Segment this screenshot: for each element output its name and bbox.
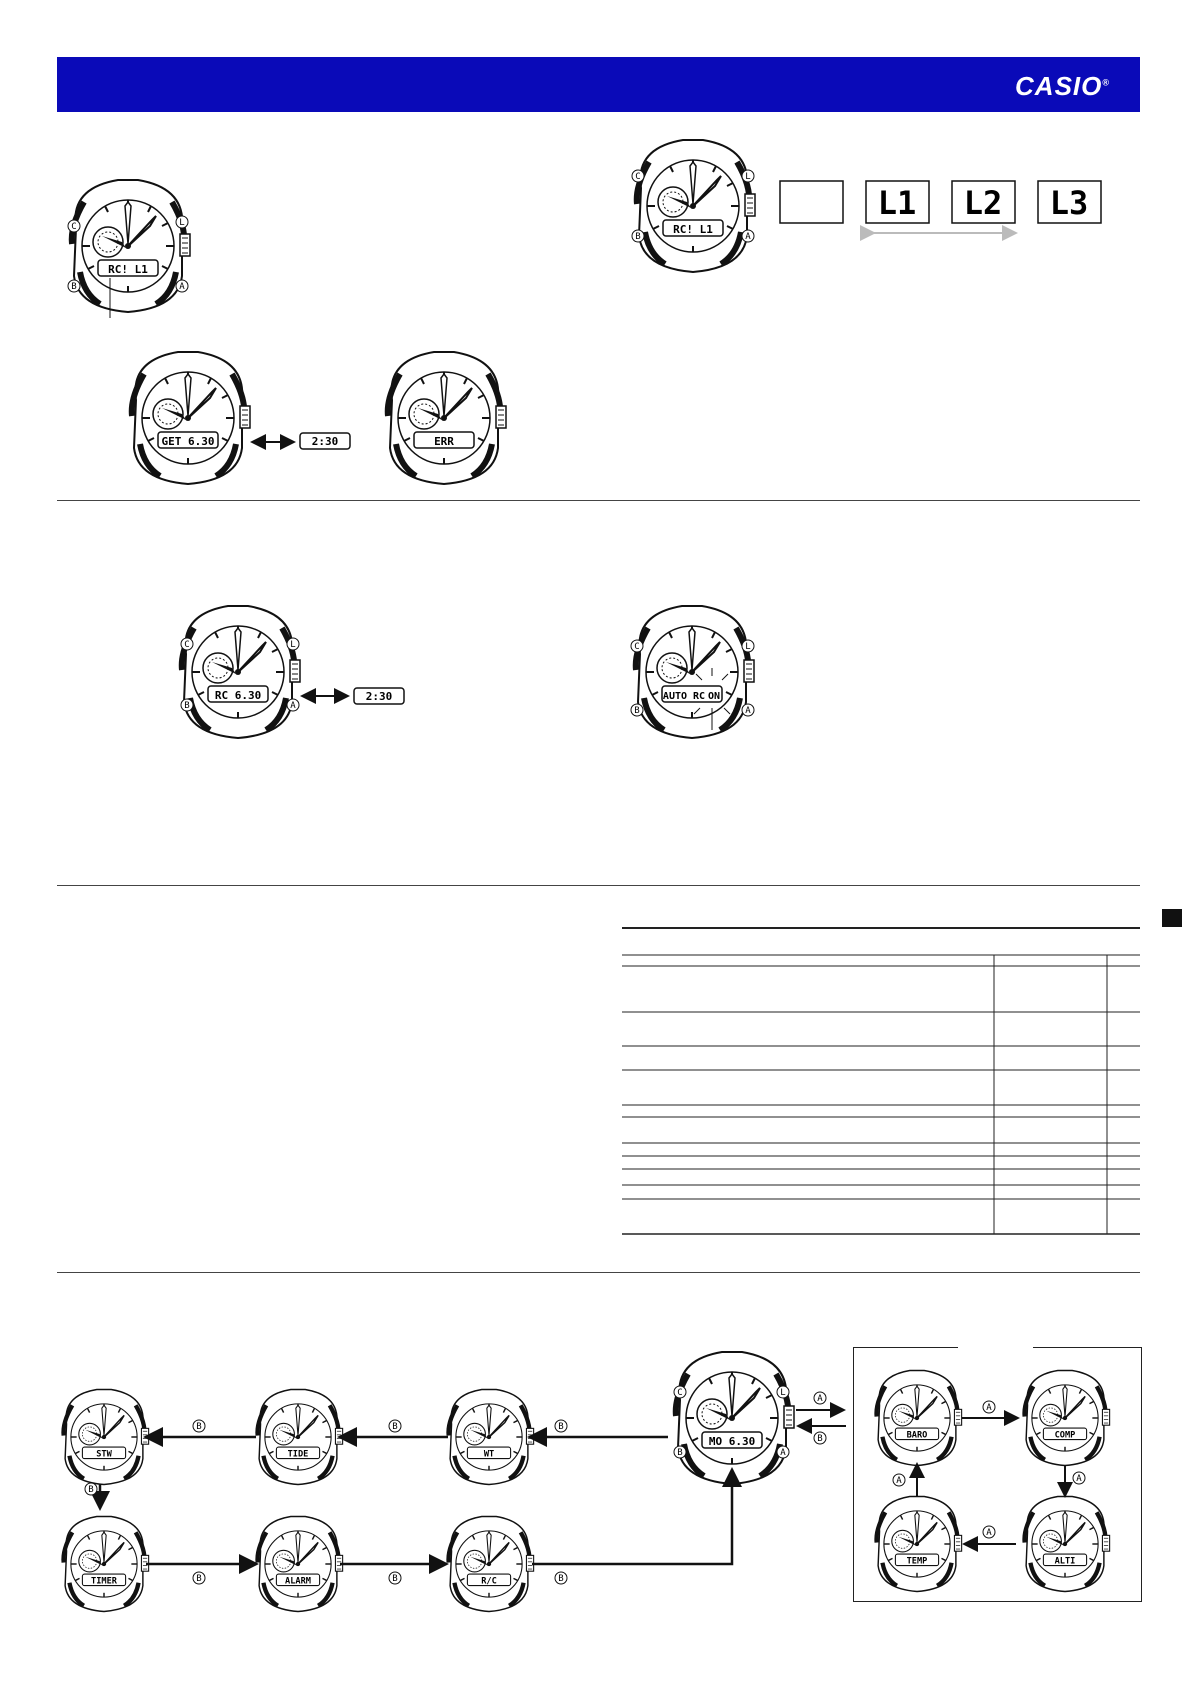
- svg-text:TEMP: TEMP: [906, 1556, 928, 1567]
- svg-text:TIMER: TIMER: [91, 1576, 117, 1587]
- svg-text:ALARM: ALARM: [285, 1576, 311, 1587]
- svg-text:C: C: [184, 640, 190, 650]
- lcd-text: MO 6.30: [708, 1435, 756, 1448]
- level-l3: L3: [1049, 184, 1089, 222]
- lcd-alt-text: 2:30: [365, 690, 393, 703]
- svg-text:B: B: [392, 1574, 398, 1584]
- svg-text:B: B: [184, 701, 190, 711]
- svg-text:WT: WT: [483, 1449, 495, 1460]
- lcd-text: RC! L1: [108, 263, 148, 276]
- svg-text:TIDE: TIDE: [287, 1449, 309, 1460]
- lcd-flash: ON: [707, 691, 721, 702]
- watch-baro: [877, 1370, 962, 1465]
- svg-text:A: A: [780, 1448, 786, 1458]
- svg-text:STW: STW: [96, 1449, 112, 1460]
- lcd-text: AUTO RC: [662, 691, 706, 702]
- lcd-text: GET 6.30: [161, 435, 215, 448]
- svg-text:BARO: BARO: [906, 1430, 928, 1441]
- button-l-icon: L: [179, 218, 185, 228]
- lcd-text: ERR: [434, 435, 454, 448]
- svg-text:B: B: [817, 1434, 823, 1444]
- svg-text:L: L: [745, 642, 751, 652]
- svg-text:A: A: [896, 1476, 902, 1486]
- watch-temp: [877, 1496, 962, 1591]
- svg-text:A: A: [986, 1528, 992, 1538]
- svg-text:ALTI: ALTI: [1054, 1556, 1076, 1567]
- button-b-icon: B: [71, 282, 77, 292]
- svg-text:L: L: [780, 1388, 786, 1398]
- svg-text:B: B: [558, 1574, 564, 1584]
- svg-text:A: A: [1076, 1474, 1082, 1484]
- svg-text:B: B: [634, 706, 640, 716]
- button-a-icon: A: [745, 232, 751, 242]
- svg-text:B: B: [392, 1422, 398, 1432]
- svg-text:C: C: [677, 1388, 683, 1398]
- svg-text:B: B: [677, 1448, 683, 1458]
- svg-text:A: A: [745, 706, 751, 716]
- svg-text:B: B: [196, 1574, 202, 1584]
- lcd-text: RC! L1: [673, 223, 713, 236]
- lcd-text: RC 6.30: [214, 689, 262, 702]
- level-l2: L2: [963, 184, 1003, 222]
- svg-text:B: B: [88, 1485, 94, 1495]
- svg-text:C: C: [634, 642, 640, 652]
- svg-text:B: B: [196, 1422, 202, 1432]
- button-c-icon: C: [71, 222, 77, 232]
- casio-logo: CASIO®: [1015, 71, 1110, 101]
- level-l1: L1: [877, 184, 917, 222]
- svg-text:A: A: [817, 1394, 823, 1404]
- svg-text:A: A: [290, 701, 296, 711]
- svg-text:B: B: [558, 1422, 564, 1432]
- button-l-icon: L: [745, 172, 751, 182]
- watch-alti: [1025, 1496, 1110, 1591]
- svg-text:R/C: R/C: [481, 1576, 497, 1587]
- svg-text:COMP: COMP: [1054, 1430, 1076, 1441]
- watch-comp: [1025, 1370, 1110, 1465]
- button-b-icon: B: [635, 232, 641, 242]
- button-a-icon: A: [179, 282, 185, 292]
- svg-text:A: A: [986, 1403, 992, 1413]
- lcd-alt-text: 2:30: [311, 435, 339, 448]
- button-c-icon: C: [635, 172, 641, 182]
- svg-text:L: L: [290, 640, 296, 650]
